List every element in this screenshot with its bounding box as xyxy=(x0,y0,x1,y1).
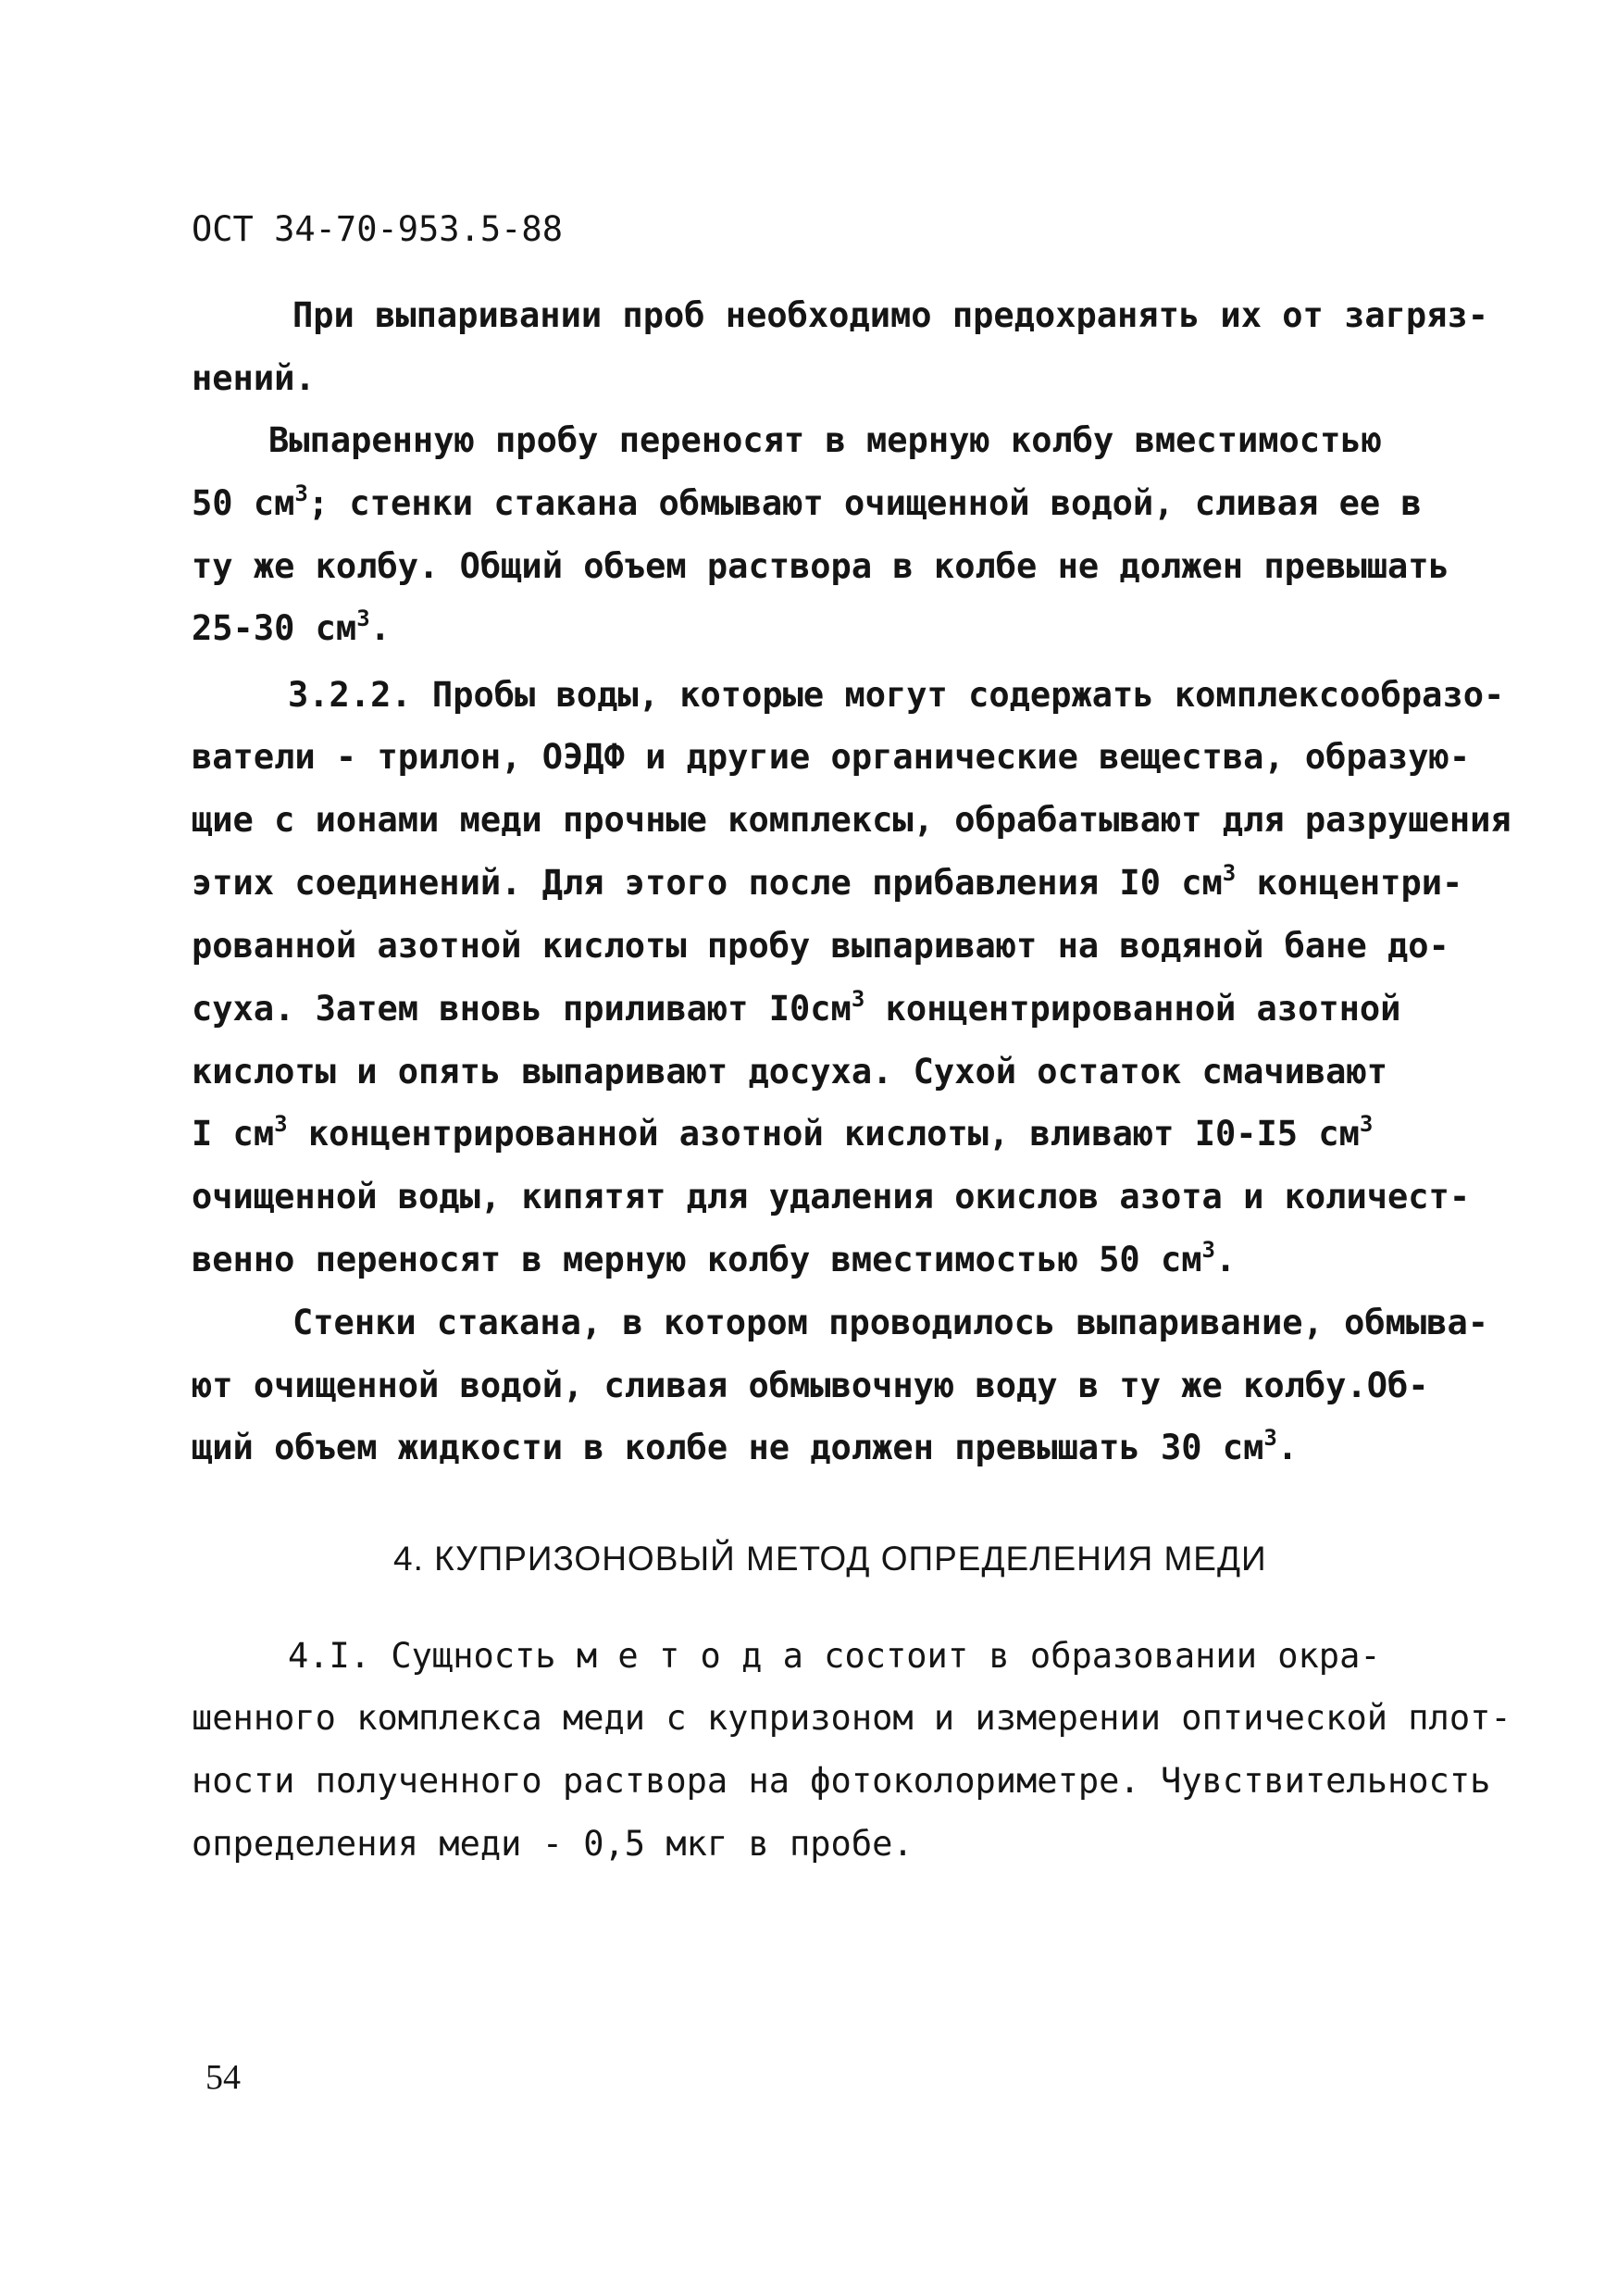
text-line: I $см^3$ концентрированной азотной кислоты, вливают I0-I5 $см^3$ xyxy=(192,1111,1374,1154)
text-line: венно переносят в мерную колбу вместимостью 50 $см^3$. xyxy=(192,1237,1237,1279)
text-line: нений. xyxy=(192,358,316,398)
text-line: этих соединений. Для этого после прибавления I0 $см^3$ концентри- xyxy=(192,860,1463,903)
text-line: суха. Затем вновь приливают $I0см^3$ концентрированной азотной xyxy=(192,986,1401,1029)
text-line: щий объем жидкости в колбе не должен превышать 30 $см^3$. xyxy=(192,1425,1299,1467)
text-line: Стенки стакана, в котором проводилось выпаривание, обмыва- xyxy=(292,1303,1489,1342)
text-line: щие с ионами меди прочные комплексы, обрабатывают для разрушения xyxy=(192,800,1511,840)
text-line: 4.I. Сущность м е т о д а состоит в образовании окра- xyxy=(288,1636,1381,1676)
text-line: определения меди - 0,5 мкг в пробе. xyxy=(192,1824,914,1864)
section-heading: 4. КУПРИЗОНОВЫЙ МЕТОД ОПРЕДЕЛЕНИЯ МЕДИ xyxy=(393,1540,1267,1578)
text-line: очищенной воды, кипятят для удаления окислов азота и количест- xyxy=(192,1177,1471,1217)
text-line: рованной азотной кислоты пробу выпаривают на водяной бане до- xyxy=(192,926,1449,966)
text-line: 3.2.2. Пробы воды, которые могут содержать комплексообразо- xyxy=(288,675,1505,715)
text-line: При выпаривании проб необходимо предохранять их от загряз- xyxy=(292,295,1489,335)
text-line: 50 $см^3$; стенки стакана обмывают очищенной водой, сливая ее в xyxy=(192,480,1422,523)
text-line: ности полученного раствора на фотоколориметре. Чувствительность xyxy=(192,1761,1491,1801)
text-line: ватели - трилон, ОЭДФ и другие органические вещества, образую- xyxy=(192,737,1471,777)
text-line: ту же колбу. Общий объем раствора в колбе не должен превышать xyxy=(192,546,1449,586)
page-number: 54 xyxy=(205,2058,241,2097)
text-line: шенного комплекса меди с купризоном и измерении оптической плот- xyxy=(192,1698,1511,1738)
document-code: ОСТ 34-70-953.5-88 xyxy=(192,209,563,249)
text-line: ют очищенной водой, сливая обмывочную воду в ту же колбу.Об- xyxy=(192,1366,1429,1405)
text-line: кислоты и опять выпаривают досуха. Сухой остаток смачивают xyxy=(192,1052,1388,1092)
text-line: 25-30 $см^3$. xyxy=(192,605,391,648)
text-line: Выпаренную пробу переносят в мерную колбу вместимостью xyxy=(268,420,1382,460)
